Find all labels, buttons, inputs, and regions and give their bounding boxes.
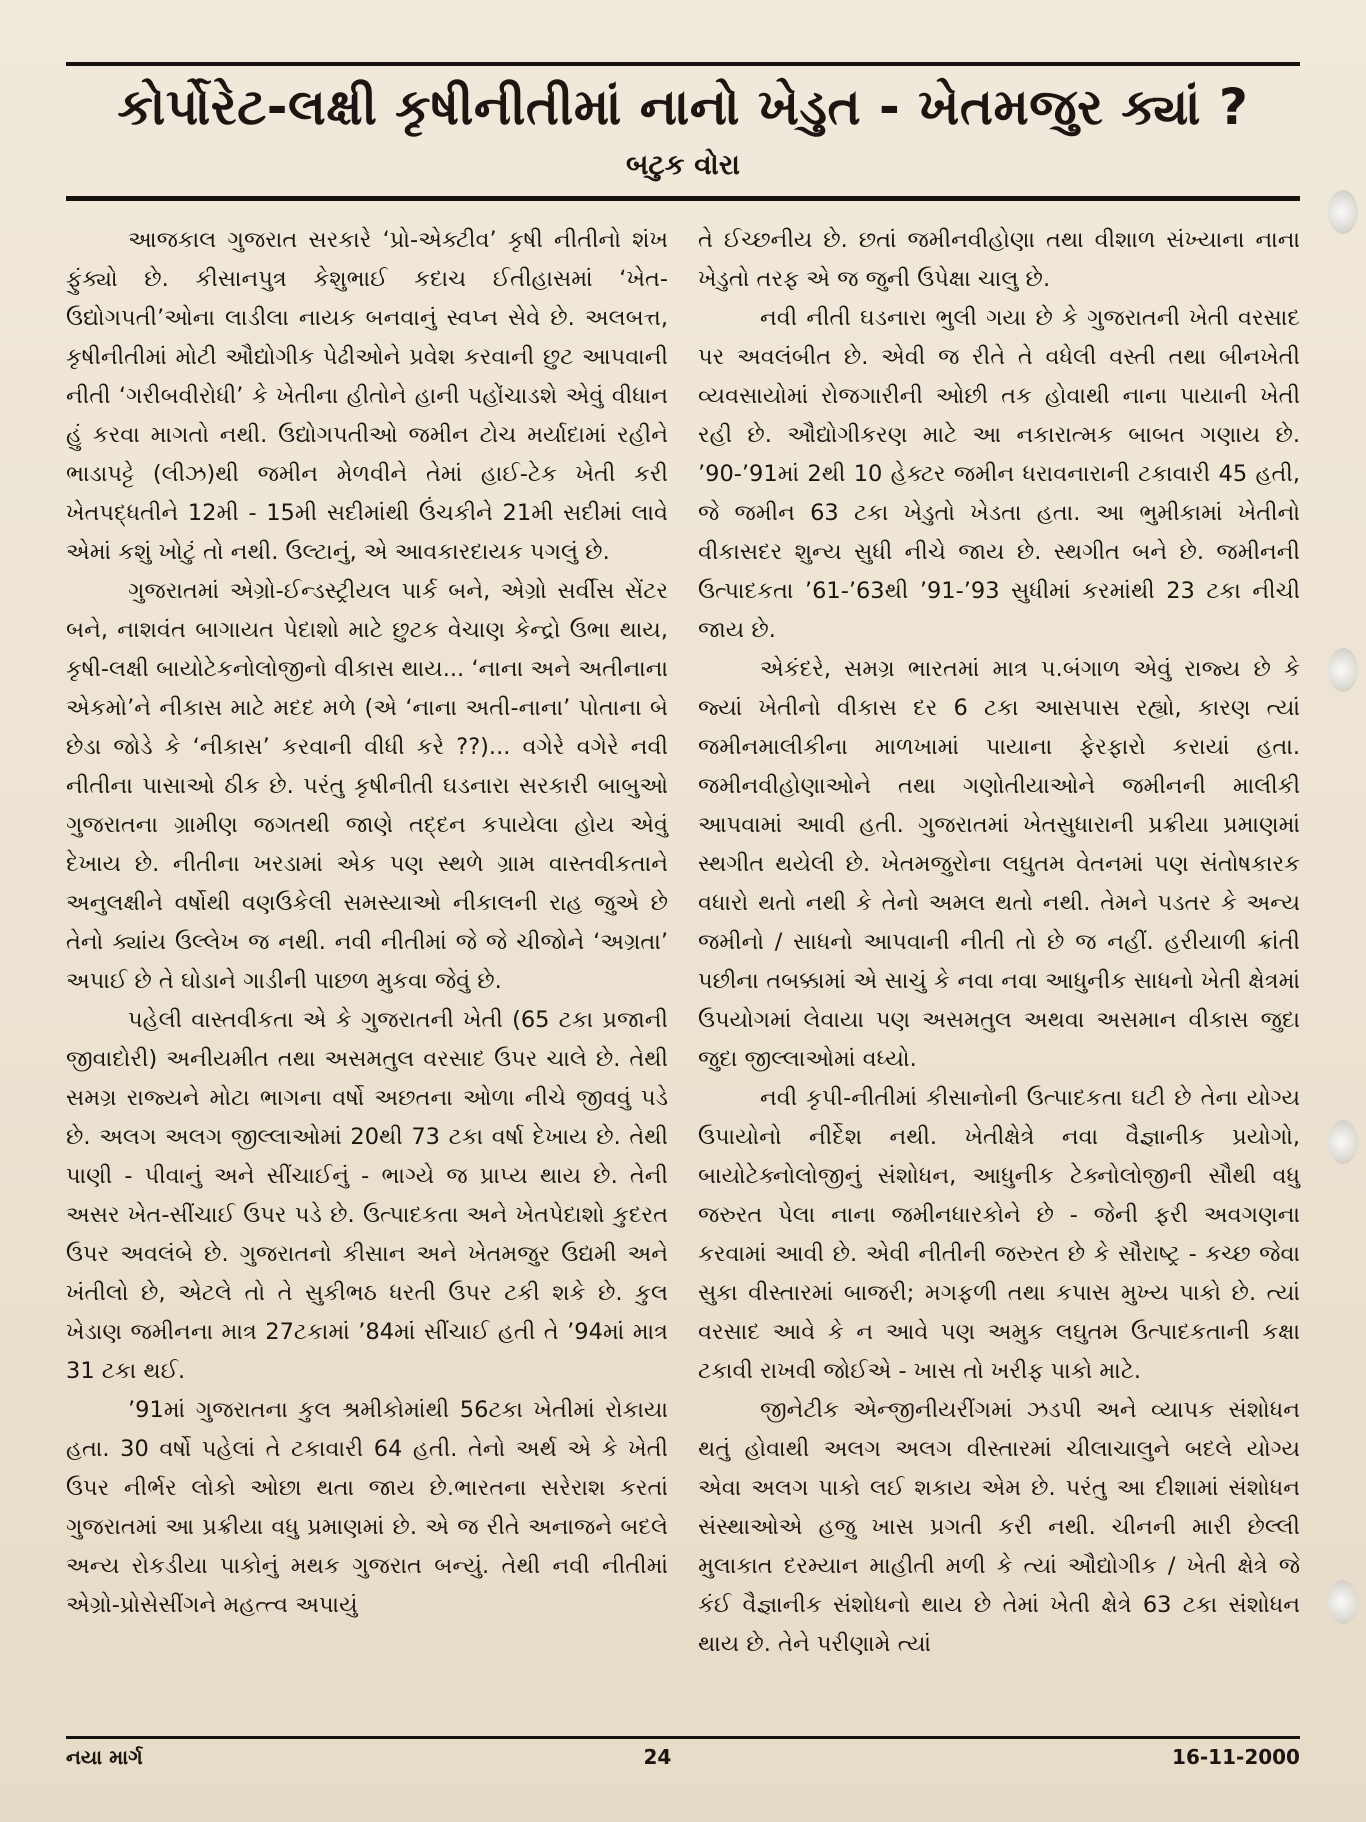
paragraph: તે ઈચ્છનીય છે. છતાં જમીનવીહોણા તથા વીશાળ સંખ્યાના નાના ખેડુતો તરફ એ જ જુની ઉપેક્ષા ચાલુ છે. <box>698 227 1300 292</box>
paragraph: ગુજરાતમાં એગ્રો-ઈન્ડસ્ટ્રીયલ પાર્ક બને, એગ્રો સર્વીસ સેંટર બને, નાશવંત બાગાયત પેદાશો માટે છુટક વેચાણ કેન્દ્રો ઉભા થાય, કૃષી-લક્ષી બાયોટેકનોલોજીનો વીકાસ થાય... ‘નાના અને અતીનાના એકમો’ને નીકાસ માટે મદદ મળે (એ ‘નાના અતી-નાના’ પોતાના બે છેડા જોડે કે ‘નીકાસ’ કરવાની વીધી કરે ??)... વગેરે વગેરે નવી નીતીના પાસાઓ ઠીક છે. પરંતુ કૃષીનીતી ઘડનારા સરકારી બાબુઓ ગુજરાતના ગ્રામીણ જગતથી જાણે તદ્દન કપાયેલા હોય એવું દેખાય છે. નીતીના ખરડામાં એક પણ સ્થળે ગ્રામ વાસ્તવીકતાને અનુલક્ષીને વર્ષોથી વણઉકેલી સમસ્યાઓ નીકાલની રાહ જુએ છે તેનો ક્યાંય ઉલ્લેખ જ નથી. નવી નીતીમાં જે જે ચીજોને ‘અગ્રતા’ અપાઈ છે તે ઘોડાને ગાડીની પાછળ મુકવા જેવું છે. <box>66 578 668 994</box>
paragraph: પહેલી વાસ્તવીકતા એ કે ગુજરાતની ખેતી (65 ટકા પ્રજાની જીવાદોરી) અનીયમીત તથા અસમતુલ વરસાદ ઉપર ચાલે છે. તેથી સમગ્ર રાજ્યને મોટા ભાગના વર્ષો અછતના ઓળા નીચે જીવવું પડે છે. અલગ અલગ જીલ્લાઓમાં 20થી 73 ટકા વર્ષા દેખાય છે. તેથી પાણી - પીવાનું અને સીંચાઈનું - ભાગ્યે જ પ્રાપ્ય થાય છે. તેની અસર ખેત-સીંચાઈ ઉપર પડે છે. ઉત્પાદકતા અને ખેતપેદાશો કુદરત ઉપર અવલંબે છે. ગુજરાતનો કીસાન અને ખેતમજુર ઉદ્યમી અને ખંતીલો છે, એટલે તો તે સુકીભઠ ધરતી ઉપર ટકી શકે છે. કુલ ખેડાણ જમીનના માત્ર 27ટકામાં ’84માં સીંચાઈ હતી તે ’94માં માત્ર 31 ટકા થઈ. <box>66 1007 668 1384</box>
article-author: બટુક વોરા <box>625 148 741 181</box>
paragraph: નવી નીતી ઘડનારા ભુલી ગયા છે કે ગુજરાતની ખેતી વરસાદ પર અવલંબીત છે. એવી જ રીતે તે વધેલી વસ્તી તથા બીનખેતી વ્યવસાયોમાં રોજગારીની ઓછી તક હોવાથી નાના પાયાની ખેતી રહી છે. ઔદ્યોગીકરણ માટે આ નકારાત્મક બાબત ગણાય છે. ’90-’91માં 2થી 10 હેક્ટર જમીન ધરાવનારાની ટકાવારી 45 હતી, જે જમીન 63 ટકા ખેડુતો ખેડતા હતા. આ ભુમીકામાં ખેતીનો વીકાસદર શુન્ય સુધી નીચે જાય છે. સ્થગીત બને છે. જમીનની ઉત્પાદકતા ’61-’63થી ’91-’93 સુધીમાં કરમાંથી 23 ટકા નીચી જાય છે. <box>698 305 1300 643</box>
page-footer <box>66 1736 1300 1769</box>
paragraph: આજકાલ ગુજરાત સરકારે ‘પ્રો-એક્ટીવ’ કૃષી નીતીનો શંખ ફુંક્યો છે. કીસાનપુત્ર કેશુભાઈ કદાચ ઈતીહાસમાં ‘ખેત-ઉદ્યોગપતી’ઓના લાડીલા નાયક બનવાનું સ્વપ્ન સેવે છે. અલબત્ત, કૃષીનીતીમાં મોટી ઔદ્યોગીક પેઢીઓને પ્રવેશ કરવાની છુટ આપવાની નીતી ‘ગરીબવીરોધી’ કે ખેતીના હીતોને હાની પહોંચાડશે એવું વીધાન હું કરવા માગતો નથી. ઉદ્યોગપતીઓ જમીન ટોચ મર્યાદામાં રહીને ભાડાપટ્ટે (લીઝ)થી જમીન મેળવીને તેમાં હાઈ-ટેક ખેતી કરી ખેતપદ્ધતીને 12મી - 15મી સદીમાંથી ઉંચકીને 21મી સદીમાં લાવે એમાં કશું ખોટું તો નથી. ઉલ્ટાનું, એ આવકારદાયક પગલું છે. <box>66 227 668 565</box>
top-rule <box>66 62 1300 66</box>
punch-hole <box>1328 648 1358 692</box>
article-title: કોર્પોરેટ-લક્ષી કૃષીનીતીમાં નાનો ખેડુત - ખેતમજુર ક્યાં ? <box>117 78 1249 136</box>
issue-date: 16-11-2000 <box>1172 1745 1300 1769</box>
right-column <box>698 221 1300 1664</box>
punch-hole <box>1328 190 1358 234</box>
title-rule <box>66 196 1300 201</box>
left-column <box>66 221 668 1664</box>
paragraph: નવી કૃપી-નીતીમાં કીસાનોની ઉત્પાદકતા ઘટી છે તેના યોગ્ય ઉપાયોનો નીર્દેશ નથી. ખેતીક્ષેત્રે નવા વૈજ્ઞાનીક પ્રયોગો, બાયોટેક્નોલોજીનું સંશોધન, આધુનીક ટેક્નોલોજીની સૌથી વધુ જરુરત પેલા નાના જમીનધારકોને છે - જેની ફરી અવગણના કરવામાં આવી છે. એવી નીતીની જરુરત છે કે સૌરાષ્ટ્ર - કચ્છ જેવા સુકા વીસ્તારમાં બાજરી; મગફળી તથા કપાસ મુખ્ય પાકો છે. ત્યાં વરસાદ આવે કે ન આવે પણ અમુક લઘુતમ ઉત્પાદકતાની કક્ષા ટકાવી રાખવી જોઈએ - ખાસ તો ખરીફ પાકો માટે. <box>698 1085 1300 1384</box>
punch-hole <box>1328 1580 1358 1624</box>
punch-hole <box>1328 1120 1358 1164</box>
page-number: 24 <box>643 1745 672 1769</box>
paragraph: ’91માં ગુજરાતના કુલ શ્રમીકોમાંથી 56ટકા ખેતીમાં રોકાયા હતા. 30 વર્ષો પહેલાં તે ટકાવારી 64 હતી. તેનો અર્થ એ કે ખેતી ઉપર નીર્ભર લોકો ઓછા થતા જાય છે.ભારતના સરેરાશ કરતાં ગુજરાતમાં આ પ્રક્રીયા વધુ પ્રમાણમાં છે. એ જ રીતે અનાજને બદલે અન્ય રોકડીયા પાકોનું મથક ગુજરાત બન્યું. તેથી નવી નીતીમાં એગ્રો-પ્રોસેસીંગને મહત્ત્વ અપાયું <box>66 1397 668 1618</box>
article-body <box>66 221 1300 1664</box>
paragraph: જીનેટીક એન્જીનીયરીંગમાં ઝડપી અને વ્યાપક સંશોધન થતું હોવાથી અલગ અલગ વીસ્તારમાં ચીલાચાલુને બદલે યોગ્ય એવા અલગ પાકો લઈ શકાય એમ છે. પરંતુ આ દીશામાં સંશોધન સંસ્થાઓએ હજુ ખાસ પ્રગતી કરી નથી. ચીનની મારી છેલ્લી મુલાકાત દરમ્યાન માહીતી મળી કે ત્યાં ઔદ્યોગીક / ખેતી ક્ષેત્રે જે કંઈ વૈજ્ઞાનીક સંશોધનો થાય છે તેમાં ખેતી ક્ષેત્રે 63 ટકા સંશોધન થાય છે. તેને પરીણામે ત્યાં <box>698 1397 1300 1657</box>
magazine-name: નયા માર્ગ <box>66 1745 143 1769</box>
paragraph: એકંદરે, સમગ્ર ભારતમાં માત્ર પ.બંગાળ એવું રાજ્ય છે કે જ્યાં ખેતીનો વીકાસ દર 6 ટકા આસપાસ રહ્યો, કારણ ત્યાં જમીનમાલીકીના માળખામાં પાયાના ફેરફારો કરાયાં હતા. જમીનવીહોણાઓને તથા ગણોતીયાઓને જમીનની માલીકી આપવામાં આવી હતી. ગુજરાતમાં ખેતસુધારાની પ્રક્રીયા પ્રમાણમાં સ્થગીત થયેલી છે. ખેતમજુરોના લઘુતમ વેતનમાં પણ સંતોષકારક વધારો થતો નથી કે તેનો અમલ થતો નથી. તેમને પડતર કે અન્ય જમીનો / સાધનો આપવાની નીતી તો છે જ નહીં. હરીયાળી ક્રાંતી પછીના તબક્કામાં એ સાચું કે નવા નવા આધુનીક સાધનો ખેતી ક્ષેત્રમાં ઉપયોગમાં લેવાયા પણ અસમતુલ અથવા અસમાન વીકાસ જુદા જુદા જીલ્લાઓમાં વધ્યો. <box>698 656 1300 1072</box>
